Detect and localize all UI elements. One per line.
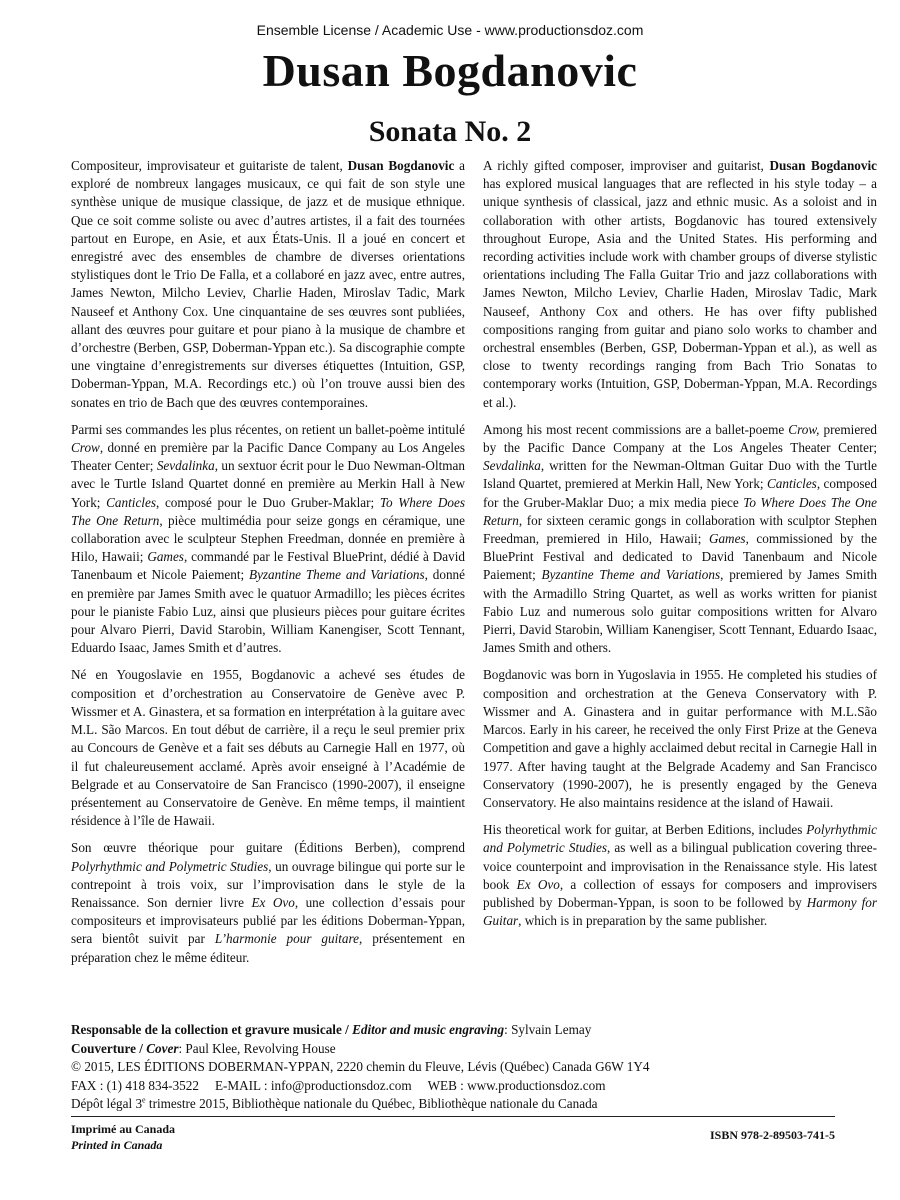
fr-work-title: Crow xyxy=(71,440,100,456)
en-text: His theoretical work for guitar, at Berben Editions, includes xyxy=(483,822,807,838)
fr-work-title: Sevdalinka xyxy=(156,458,215,474)
fr-book-title: Polyrhythmic and Polymetric Studies xyxy=(71,858,269,874)
en-work-title: To Where Does The One Return xyxy=(483,494,878,528)
composer-name: Dusan Bogdanovic xyxy=(262,45,638,96)
fr-text: , commandé par le Festival BluePrint, dédié à David Tanenbaum et Nicole Paiement; xyxy=(71,549,465,583)
editor-value: : Sylvain Lemay xyxy=(504,1022,592,1037)
en-paragraph-theory xyxy=(483,821,877,930)
fr-paragraph-intro xyxy=(71,157,465,412)
fr-paragraph-theory xyxy=(71,839,465,966)
fr-composer-name: Dusan Bogdanovic xyxy=(347,158,455,173)
email-address: E-MAIL : info@productionsdoz.com xyxy=(214,1077,412,1093)
printed-en: Printed in Canada xyxy=(71,1138,163,1152)
fr-work-title: To Where Does The One Return xyxy=(71,494,466,528)
en-paragraph-commissions xyxy=(483,421,877,658)
editor-label-en: Editor and music engraving xyxy=(352,1022,505,1037)
en-book-title: Ex Ovo xyxy=(516,876,560,892)
fr-text: Parmi ses commandes les plus récentes, on retient un ballet-poème intitulé xyxy=(71,421,465,437)
fr-text: Son œuvre théorique pour guitare (Éditions Berben), comprend xyxy=(71,840,465,856)
fr-text: , présentement en préparation chez le même éditeur. xyxy=(71,931,465,965)
french-biography xyxy=(71,157,465,976)
en-text: , as well as a bilingual publication covering three- voice counterpoint and improvisation in the Renaissance style. His latest book xyxy=(483,840,877,892)
cover-label-fr: Couverture / xyxy=(71,1040,147,1056)
fr-book-title: L’harmonie pour guitare xyxy=(214,931,360,947)
en-work-title: Games xyxy=(708,531,746,547)
legal-deposit xyxy=(71,1095,871,1114)
fr-text: , donné en première par la Pacific Dance Company au Los Angeles Theater Center; xyxy=(71,440,465,474)
contact-line xyxy=(71,1077,871,1096)
fax-number: FAX : (1) 418 834-3522 xyxy=(71,1077,199,1093)
editor-label-fr: Responsable de la collection et gravure musicale / xyxy=(71,1022,353,1037)
en-text: , a collection of essays for composers and improvisers published by Doberman-Yppan, is soon to be followed by xyxy=(483,876,877,910)
cover-value: : Paul Klee, Revolving House xyxy=(178,1040,336,1056)
cover-label-en: Cover xyxy=(146,1040,179,1056)
fr-text: , une collection d’essais pour compositeurs et improvisateurs publié par les éditions Doberman-Yppan, sera bientôt suivit par xyxy=(71,894,465,947)
editor-credit xyxy=(71,1021,871,1040)
en-work-title: Byzantine Theme and Variations xyxy=(541,567,721,583)
fr-text: , pièce multimédia pour seize gongs en céramique, une collaboration avec le sculpteur Stephen Freedman, donnée en première à Hilo, Hawaii; xyxy=(71,512,465,565)
en-work-title: Canticles xyxy=(766,476,817,492)
fr-work-title: Canticles xyxy=(106,494,156,510)
printed-fr: Imprimé au Canada xyxy=(71,1122,176,1136)
en-text: , for sixteen ceramic gongs in collaboration with sculptor Stephen Freedman, premiered in Hilo, Hawaii; xyxy=(483,512,877,547)
license-notice: Ensemble License / Academic Use - www.productionsdoz.com xyxy=(256,22,644,38)
legal-deposit-sup: e xyxy=(142,1095,146,1105)
fr-text: , donné en première par James Smith avec le quatuor Armadillo; les pièces écrites pour le pianiste Fabio Luz, ainsi que plusieurs pièces pour guitare écrites pour Alvaro Pierri, David Starobin, William Kanengiser, Scott Tennant, Eduardo Isaac, James Smith et d’autres. xyxy=(71,567,466,656)
en-book-title: Polyrhythmic and Polymetric Studies xyxy=(483,822,877,856)
fr-text: , un sextuor écrit pour le Duo Newman-Oltman avec le Turtle Island Quartet donné en première au Merkin Hall à New York; xyxy=(71,458,465,510)
cover-credit xyxy=(71,1040,871,1059)
en-text: , composed for the Gruber-Maklar Duo; a mix media piece xyxy=(483,476,877,510)
en-text: , written for the Newman-Oltman Guitar Duo with the Turtle Island Quartet, premiered at Merkin Hall, New York; xyxy=(483,458,877,492)
en-intro-text: A richly gifted composer, improviser and guitarist, xyxy=(483,158,770,173)
en-text: , premiered by James Smith with the Armadillo String Quartet, as well as works written for pianist Fabio Luz and numerous solo guitar compositions written for Alvaro Pierri, David Starobin, William Kanengiser, Scott Tennant, Eduardo Isaac, James Smith and others. xyxy=(483,567,877,656)
fr-paragraph-education: Né en Yougoslavie en 1955, Bogdanovic a achevé ses études de composition et d’orchestration au Conservatoire de Genève avec P. Wissmer et A. Ginastera, et sa formation en interprétation à la guitare avec M.L. São Marcos. En tout début de carrière, il a reçu le seul premier prix au Concours de Genève et a fait ses débuts au Carnegie Hall en 1977, où il fut chaleureusement acclamé. Après avoir enseigné à l’Académie de Belgrade et au Conservatoire de San Francisco (1990-2007), il enseigne présentement au Conservatoire de Genève. En même temps, il maintient résidence à l’île de Hawaii. xyxy=(71,667,465,829)
legal-deposit-text: trimestre 2015, Bibliothèque nationale du Québec, Bibliothèque nationale du Canada xyxy=(145,1096,598,1111)
fr-text: , un ouvrage bilingue qui porte sur le contrepoint à trois voix, sur l’improvisation dans le style de la Renaissance. Son dernier livre xyxy=(71,858,465,910)
fr-intro-text: Compositeur, improvisateur et guitariste de talent, xyxy=(71,158,348,173)
credits-block xyxy=(71,1021,871,1114)
fr-work-title: Byzantine Theme and Variations xyxy=(249,567,425,583)
legal-deposit-text: Dépôt légal 3 xyxy=(71,1096,143,1111)
fr-intro-text: a exploré de nombreux langages musicaux, ce qui fait de son style une synthèse unique de musique classique, de jazz et de musique ethnique. Que ce soit comme soliste ou avec d’autres artistes, il a fait des tournées partout en Europe, en Asie, et aux États-Unis. Il a joué en concert et enregistré avec des ensembles de chambre de diverses orientations stylistiques dont le Trio De Falla, et a collaboré en jazz avec, entre autres, James Newton, Milcho Leviev, Charlie Haden, Miroslav Tadic, Mark Nauseef et Anthony Cox. Une cinquantaine de ses œuvres sont publiées, allant des œuvres pour guitare et pour piano à la musique de chambre et d’orchestre (Berben, GSP, Doberman-Yppan etc.). Sa discographie compte une vingtaine d’enregistrements sur diverses étiquettes (Intuition, GSP, Doberman-Yppan, M.A. Recordings etc.) où l’on trouve aussi bien des sonates en trio de Bach que des œuvres contemporaines. xyxy=(71,158,465,410)
work-title: Sonata No. 2 xyxy=(368,115,532,148)
en-text: premiered by the Pacific Dance Company at the Los Angeles Theater Center; xyxy=(483,421,878,456)
fr-paragraph-commissions xyxy=(71,421,465,658)
english-biography xyxy=(483,157,877,939)
en-paragraph-intro xyxy=(483,157,877,412)
isbn: ISBN 978-2-89503-741-5 xyxy=(710,1128,835,1142)
en-text: , which is in preparation by the same publisher. xyxy=(518,913,768,929)
en-paragraph-education: Bogdanovic was born in Yugoslavia in 1955. He completed his studies of composition and orchestration at the Geneva Conservatory with P. Wissmer and A. Ginastera and in guitar performance with M.L.São Marcos. Early in his career, he received the only First Prize at the Geneva Competition and gave a highly acclaimed debut recital in Carnegie Hall in 1977. After having taught at the Belgrade Academy and San Francisco Conservatory (1990-2007), he is presently engaged by the Geneva Conservatory. He also maintains residence at the island of Hawaii. xyxy=(483,667,877,810)
printed-in xyxy=(71,1121,175,1153)
footer-divider xyxy=(71,1116,835,1117)
fr-text: , composé pour le Duo Gruber-Maklar; xyxy=(155,494,380,510)
en-text: , commissioned by the BluePrint Festival and dedicated to David Tanenbaum and Nicole Paiement; xyxy=(483,531,877,583)
en-work-title: Crow, xyxy=(788,421,820,437)
fr-book-title: Ex Ovo xyxy=(251,894,295,910)
en-composer-name: Dusan Bogdanovic xyxy=(769,158,878,173)
website: WEB : www.productionsdoz.com xyxy=(427,1077,606,1093)
en-intro-text: has explored musical languages that are reflected in his style today – a unique synthesis of classical, jazz and ethnic music. As a soloist and in collaboration with other artists, Bogdanovic has toured extensively throughout Europe, Asia and the United States. His performing and recording activities include work with chamber groups of diverse stylistic orientations including The Falla Guitar Trio and jazz collaborations with James Newton, Milcho Leviev, Charlie Haden, Miroslav Tadic, Mark Nauseef, Anthony Cox and others. He has over fifty published compositions ranging from guitar and piano solo works to chamber and orchestral ensembles (Berben, GSP, Doberman-Yppan et al.), as well as close to twenty recordings ranging from Bach Trio Sonatas to contemporary works (Intuition, GSP, Doberman-Yppan, M.A. Recordings et al.). xyxy=(483,176,877,410)
en-work-title: Sevdalinka xyxy=(483,458,541,474)
fr-work-title: Games xyxy=(147,549,184,565)
copyright-line: © 2015, LES ÉDITIONS DOBERMAN-YPPAN, 2220 chemin du Fleuve, Lévis (Québec) Canada G6W 1Y4 xyxy=(71,1059,650,1074)
en-book-title: Harmony for Guitar xyxy=(483,894,877,929)
en-text: Among his most recent commissions are a ballet-poeme xyxy=(483,421,789,437)
